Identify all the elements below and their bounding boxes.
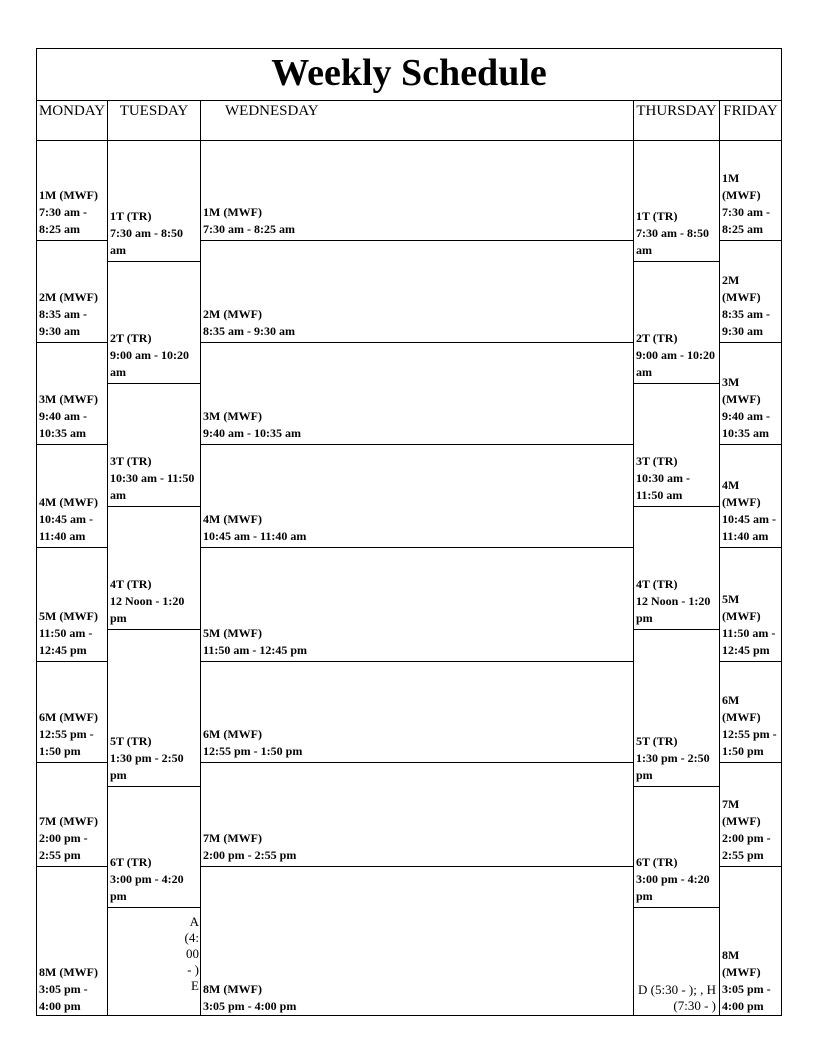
thursday-slot-label xyxy=(636,330,717,381)
slot-name: 3T (TR) xyxy=(110,454,152,468)
header-monday: MONDAY xyxy=(36,100,108,141)
tuesday-slot-label xyxy=(110,576,198,627)
thursday-slot-label xyxy=(636,733,717,784)
friday-slot-label xyxy=(722,947,779,1015)
slot-time: 9:40 am - 10:35 am xyxy=(39,409,87,440)
thursday-slot-label xyxy=(636,576,717,627)
monday-slot-8 xyxy=(37,867,107,1017)
slot-name: 4M (MWF) xyxy=(39,495,98,509)
friday-slot-8 xyxy=(720,867,781,1017)
header-wednesday xyxy=(200,100,634,141)
wednesday-slot-label xyxy=(203,981,631,1015)
column-thursday xyxy=(633,140,720,1016)
slot-time: 9:40 am - 10:35 am xyxy=(203,426,301,440)
friday-slot-7 xyxy=(720,763,781,867)
wednesday-slot-1 xyxy=(201,141,633,241)
monday-slot-label xyxy=(39,289,105,340)
slot-time: 10:30 am - 11:50 am xyxy=(110,471,195,502)
tuesday-slot-2 xyxy=(108,262,200,384)
thursday-slot-3 xyxy=(634,384,719,507)
slot-name: 4M (MWF) xyxy=(203,512,262,526)
header-thursday: THURSDAY xyxy=(633,100,720,141)
slot-time: 10:45 am - 11:40 am xyxy=(39,512,93,543)
wednesday-slot-6 xyxy=(201,662,633,763)
thursday-slot-1 xyxy=(634,141,719,262)
slot-name: 5M (MWF) xyxy=(39,609,98,623)
column-wednesday xyxy=(200,140,634,1016)
slot-name: 6M (MWF) xyxy=(39,710,98,724)
slot-name: 2M (MWF) xyxy=(39,290,98,304)
slot-time: 7:30 am - 8:50 am xyxy=(110,226,183,257)
thursday-slot-label xyxy=(636,854,717,905)
slot-name: 3T (TR) xyxy=(636,454,678,468)
slot-name: 1T (TR) xyxy=(636,209,678,223)
slot-time: 10:45 am - 11:40 am xyxy=(722,512,776,543)
friday-slot-3 xyxy=(720,343,781,445)
column-tuesday xyxy=(107,140,201,1016)
slot-time: 8:35 am - 9:30 am xyxy=(722,307,770,338)
slot-time: 9:40 am - 10:35 am xyxy=(722,409,770,440)
slot-name: 8M (MWF) xyxy=(203,982,262,996)
slot-name: 5M (MWF) xyxy=(722,592,761,623)
thursday-slot-2 xyxy=(634,262,719,384)
wednesday-slot-label xyxy=(203,204,631,238)
slot-time: 12 Noon - 1:20 pm xyxy=(636,594,711,625)
monday-slot-label xyxy=(39,709,105,760)
slot-time: 3:05 pm - 4:00 pm xyxy=(722,982,771,1013)
slot-time: 11:50 am - 12:45 pm xyxy=(722,626,776,657)
slot-time: 12:55 pm - 1:50 pm xyxy=(203,744,303,758)
tuesday-slot-5 xyxy=(108,630,200,787)
tuesday-slot-label xyxy=(110,330,198,381)
tuesday-slot-label xyxy=(110,208,198,259)
wednesday-slot-2 xyxy=(201,241,633,343)
slot-time: 8:35 am - 9:30 am xyxy=(39,307,87,338)
wednesday-slot-3 xyxy=(201,343,633,445)
header-tuesday: TUESDAY xyxy=(107,100,201,141)
slot-time: 12:55 pm - 1:50 pm xyxy=(722,727,777,758)
friday-slot-label xyxy=(722,692,779,760)
column-monday xyxy=(36,140,108,1016)
tuesday-slot-6 xyxy=(108,787,200,908)
friday-slot-label xyxy=(722,796,779,864)
tuesday-partial-note: A (4:00 - ) E xyxy=(184,914,199,993)
slot-name: 2M (MWF) xyxy=(203,307,262,321)
slot-time: 8:35 am - 9:30 am xyxy=(203,324,295,338)
slot-time: 12 Noon - 1:20 pm xyxy=(110,594,185,625)
tuesday-slot-label xyxy=(110,733,198,784)
friday-slot-label xyxy=(722,591,779,659)
monday-slot-4 xyxy=(37,445,107,548)
wednesday-slot-label xyxy=(203,408,631,442)
slot-name: 7M (MWF) xyxy=(203,831,262,845)
monday-slot-label xyxy=(39,813,105,864)
slot-time: 12:55 pm - 1:50 pm xyxy=(39,727,94,758)
slot-name: 2T (TR) xyxy=(110,331,152,345)
monday-slot-7 xyxy=(37,763,107,867)
slot-name: 6M (MWF) xyxy=(722,693,761,724)
header-friday: FRIDAY xyxy=(719,100,782,141)
wednesday-slot-label xyxy=(203,726,631,760)
header-wednesday-label: WEDNESDAY xyxy=(225,103,319,119)
slot-name: 4T (TR) xyxy=(636,577,678,591)
slot-time: 3:05 pm - 4:00 pm xyxy=(39,982,88,1013)
slot-name: 1M (MWF) xyxy=(39,188,98,202)
title-box xyxy=(36,48,782,101)
slot-time: 7:30 am - 8:25 am xyxy=(39,205,87,236)
friday-slot-label xyxy=(722,477,779,545)
thursday-slot-6 xyxy=(634,787,719,908)
monday-slot-label xyxy=(39,608,105,659)
slot-name: 6M (MWF) xyxy=(203,727,262,741)
monday-slot-label xyxy=(39,187,105,238)
slot-time: 11:50 am - 12:45 pm xyxy=(203,643,307,657)
slot-name: 4T (TR) xyxy=(110,577,152,591)
thursday-slot-label xyxy=(636,453,717,504)
tuesday-slot-1 xyxy=(108,141,200,262)
slot-time: 9:00 am - 10:20 am xyxy=(110,348,189,379)
slot-time: 2:00 pm - 2:55 pm xyxy=(722,831,771,862)
slot-name: 5T (TR) xyxy=(636,734,678,748)
monday-slot-1 xyxy=(37,141,107,241)
slot-time: 2:00 pm - 2:55 pm xyxy=(203,848,297,862)
slot-name: 3M (MWF) xyxy=(203,409,262,423)
schedule-page xyxy=(36,48,782,1016)
slot-name: 8M (MWF) xyxy=(39,965,98,979)
tuesday-slot-label xyxy=(110,453,198,504)
monday-slot-3 xyxy=(37,343,107,445)
wednesday-slot-5 xyxy=(201,548,633,662)
monday-slot-label xyxy=(39,391,105,442)
slot-time: 3:00 pm - 4:20 pm xyxy=(636,872,710,903)
wednesday-slot-label xyxy=(203,511,631,545)
slot-name: 5T (TR) xyxy=(110,734,152,748)
slot-time: 3:05 pm - 4:00 pm xyxy=(203,999,297,1013)
slot-time: 10:45 am - 11:40 am xyxy=(203,529,307,543)
tuesday-slot-4 xyxy=(108,507,200,630)
column-friday xyxy=(719,140,782,1016)
monday-slot-label xyxy=(39,494,105,545)
page-title: Weekly Schedule xyxy=(271,52,547,94)
thursday-slot-4 xyxy=(634,507,719,630)
friday-slot-1 xyxy=(720,141,781,241)
slot-time: 9:00 am - 10:20 am xyxy=(636,348,715,379)
wednesday-slot-label xyxy=(203,830,631,864)
slot-name: 3M (MWF) xyxy=(722,375,761,406)
slot-time: 10:30 am - 11:50 am xyxy=(636,471,690,502)
friday-slot-label xyxy=(722,374,779,442)
wednesday-slot-label xyxy=(203,306,631,340)
slot-name: 2M (MWF) xyxy=(722,273,761,304)
monday-slot-5 xyxy=(37,548,107,662)
tuesday-slot-label xyxy=(110,854,198,905)
monday-slot-label xyxy=(39,964,105,1015)
slot-time: 7:30 am - 8:25 am xyxy=(203,222,295,236)
slot-time: 11:50 am - 12:45 pm xyxy=(39,626,93,657)
slot-time: 1:30 pm - 2:50 pm xyxy=(636,751,710,782)
slot-name: 5M (MWF) xyxy=(203,626,262,640)
slot-time: 7:30 am - 8:25 am xyxy=(722,205,770,236)
slot-name: 1M (MWF) xyxy=(722,171,761,202)
slot-name: 4M (MWF) xyxy=(722,478,761,509)
friday-slot-label xyxy=(722,170,779,238)
slot-name: 3M (MWF) xyxy=(39,392,98,406)
slot-name: 6T (TR) xyxy=(636,855,678,869)
monday-slot-6 xyxy=(37,662,107,763)
wednesday-slot-label xyxy=(203,625,631,659)
slot-name: 7M (MWF) xyxy=(39,814,98,828)
slot-time: 3:00 pm - 4:20 pm xyxy=(110,872,184,903)
slot-time: 2:00 pm - 2:55 pm xyxy=(39,831,88,862)
friday-slot-2 xyxy=(720,241,781,343)
thursday-slot-label xyxy=(636,208,717,259)
slot-name: 8M (MWF) xyxy=(722,948,761,979)
wednesday-slot-8 xyxy=(201,867,633,1017)
monday-slot-2 xyxy=(37,241,107,343)
friday-slot-label xyxy=(722,272,779,340)
thursday-slot-5 xyxy=(634,630,719,787)
friday-slot-6 xyxy=(720,662,781,763)
friday-slot-4 xyxy=(720,445,781,548)
thursday-partial-note: D (5:30 - ); , H (7:30 - ) xyxy=(638,982,716,1013)
slot-time: 1:30 pm - 2:50 pm xyxy=(110,751,184,782)
slot-name: 1T (TR) xyxy=(110,209,152,223)
slot-time: 7:30 am - 8:50 am xyxy=(636,226,709,257)
friday-slot-5 xyxy=(720,548,781,662)
tuesday-slot-3 xyxy=(108,384,200,507)
slot-name: 7M (MWF) xyxy=(722,797,761,828)
slot-name: 6T (TR) xyxy=(110,855,152,869)
wednesday-slot-4 xyxy=(201,445,633,548)
slot-name: 2T (TR) xyxy=(636,331,678,345)
slot-name: 1M (MWF) xyxy=(203,205,262,219)
wednesday-slot-7 xyxy=(201,763,633,867)
